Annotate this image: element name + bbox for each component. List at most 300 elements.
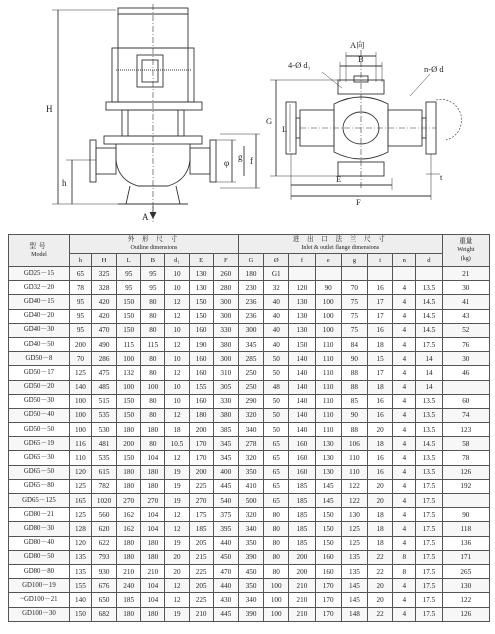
table-cell: 200 xyxy=(189,465,213,479)
table-cell: 122 xyxy=(442,593,489,607)
table-cell: 160 xyxy=(289,451,315,465)
table-cell: 14 xyxy=(416,380,442,394)
model-cell: GD65－80 xyxy=(9,479,70,493)
table-cell: 104 xyxy=(141,451,165,465)
table-body xyxy=(9,267,490,622)
table-cell: 22 xyxy=(368,550,393,564)
table-cell: 420 xyxy=(91,309,116,323)
table-cell: 650 xyxy=(91,593,116,607)
table-cell: 10 xyxy=(165,281,189,295)
table-cell xyxy=(368,267,393,281)
table-cell: 20 xyxy=(165,550,189,564)
model-cell: GD50－40 xyxy=(9,408,70,422)
table-cell: 100 xyxy=(315,323,341,337)
table-cell: 300 xyxy=(213,352,238,366)
table-cell xyxy=(315,267,341,281)
table-cell: 80 xyxy=(264,536,289,550)
table-cell: 250 xyxy=(238,366,263,380)
table-cell: 130 xyxy=(289,309,315,323)
model-cell: GD40－20 xyxy=(9,309,70,323)
table-cell: 122 xyxy=(341,494,367,508)
table-cell: 782 xyxy=(91,479,116,493)
table-cell: 4 xyxy=(393,366,416,380)
model-cell: ~GD100－21 xyxy=(9,593,70,607)
table-row xyxy=(9,366,490,380)
table-cell: 19 xyxy=(165,536,189,550)
table-cell: 236 xyxy=(238,295,263,309)
table-cell xyxy=(393,267,416,281)
table-cell: 155 xyxy=(189,380,213,394)
table-cell: 140 xyxy=(289,408,315,422)
table-cell: 185 xyxy=(189,522,213,536)
table-cell: 32 xyxy=(264,281,289,295)
table-cell: 17.5 xyxy=(416,508,442,522)
table-cell: 250 xyxy=(238,380,263,394)
table-cell: 340 xyxy=(238,593,263,607)
table-row xyxy=(9,494,490,508)
table-cell: 185 xyxy=(289,522,315,536)
table-cell: 14.5 xyxy=(416,295,442,309)
table-cell: 12 xyxy=(165,366,189,380)
table-cell: 95 xyxy=(69,295,91,309)
table-cell: 18 xyxy=(368,536,393,550)
model-cell: GD32－20 xyxy=(9,281,70,295)
table-cell: 345 xyxy=(213,437,238,451)
table-cell: 13.5 xyxy=(416,465,442,479)
table-row xyxy=(9,451,490,465)
table-cell: 4 xyxy=(393,423,416,437)
table-cell: 104 xyxy=(141,508,165,522)
table-cell: 620 xyxy=(91,522,116,536)
table-cell: 116 xyxy=(69,437,91,451)
table-cell: 286 xyxy=(91,352,116,366)
table-cell: 395 xyxy=(213,522,238,536)
table-cell: 515 xyxy=(91,394,116,408)
table-cell: 225 xyxy=(189,479,213,493)
label-4-d1: 4-Ø d₁ xyxy=(288,60,311,70)
table-cell: 12 xyxy=(165,408,189,422)
table-cell: 13.5 xyxy=(416,281,442,295)
table-cell: 10 xyxy=(165,267,189,281)
table-cell: 19 xyxy=(165,607,189,621)
table-cell: 150 xyxy=(117,451,141,465)
table-cell: 110 xyxy=(315,423,341,437)
table-cell: 17.5 xyxy=(416,550,442,564)
table-cell: 12 xyxy=(165,522,189,536)
table-cell: 120 xyxy=(69,465,91,479)
table-cell: 180 xyxy=(117,465,141,479)
table-cell: 440 xyxy=(213,536,238,550)
table-cell: 140 xyxy=(289,352,315,366)
table-cell: 205 xyxy=(189,536,213,550)
table-cell: 136 xyxy=(442,536,489,550)
table-cell: 17 xyxy=(368,309,393,323)
table-cell: 118 xyxy=(442,522,489,536)
table-cell: 150 xyxy=(117,394,141,408)
table-cell: 4 xyxy=(393,352,416,366)
table-cell: 530 xyxy=(91,423,116,437)
table-cell: 16 xyxy=(368,408,393,422)
column-header: f xyxy=(289,254,315,267)
table-cell: 140 xyxy=(289,423,315,437)
table-cell: 19 xyxy=(165,465,189,479)
table-cell: 135 xyxy=(341,550,367,564)
table-cell: 10 xyxy=(165,323,189,337)
table-cell: 4 xyxy=(393,380,416,394)
table-cell: 20 xyxy=(368,579,393,593)
table-cell: 135 xyxy=(341,564,367,578)
table-cell: 130 xyxy=(341,508,367,522)
table-row xyxy=(9,593,490,607)
column-header: g xyxy=(341,254,367,267)
table-cell: 19 xyxy=(165,494,189,508)
table-cell: 345 xyxy=(213,451,238,465)
model-cell: GD50－8 xyxy=(9,352,70,366)
table-cell: 46 xyxy=(442,366,489,380)
table-cell: 74 xyxy=(442,408,489,422)
table-cell: 17.5 xyxy=(416,607,442,621)
table-cell: 85 xyxy=(341,394,367,408)
table-cell: 40 xyxy=(264,295,289,309)
table-cell: 475 xyxy=(91,366,116,380)
table-cell: 4 xyxy=(393,437,416,451)
table-cell: 4 xyxy=(393,281,416,295)
table-cell: 328 xyxy=(91,281,116,295)
table-row xyxy=(9,408,490,422)
table-cell: 300 xyxy=(238,323,263,337)
table-cell: 180 xyxy=(117,479,141,493)
table-cell: 16 xyxy=(368,323,393,337)
table-cell: 50 xyxy=(264,352,289,366)
table-cell: 123 xyxy=(442,423,489,437)
table-cell: 58 xyxy=(442,437,489,451)
table-cell: 270 xyxy=(141,494,165,508)
model-cell: GD50－50 xyxy=(9,423,70,437)
table-cell: 130 xyxy=(289,323,315,337)
table-cell: 95 xyxy=(117,281,141,295)
table-cell: 450 xyxy=(213,550,238,564)
table-cell: 320 xyxy=(238,408,263,422)
table-cell: 110 xyxy=(341,451,367,465)
table-cell: 16 xyxy=(368,281,393,295)
table-cell: 622 xyxy=(91,536,116,550)
table-cell: 120 xyxy=(289,281,315,295)
table-cell: 110 xyxy=(315,380,341,394)
table-cell: 4 xyxy=(393,508,416,522)
column-header: Ø xyxy=(264,254,289,267)
table-cell: 180 xyxy=(141,465,165,479)
model-cell: GD100－19 xyxy=(9,579,70,593)
label-G: G xyxy=(266,116,273,126)
table-cell: 80 xyxy=(141,366,165,380)
table-cell: 125 xyxy=(341,536,367,550)
table-cell: 12 xyxy=(165,309,189,323)
table-cell: 200 xyxy=(289,564,315,578)
table-cell: 76 xyxy=(442,337,489,351)
table-cell: 4 xyxy=(393,295,416,309)
table-cell: 12 xyxy=(165,579,189,593)
table-cell: 1020 xyxy=(91,494,116,508)
table-cell: 60 xyxy=(442,394,489,408)
table-cell: 115 xyxy=(117,337,141,351)
table-cell: 110 xyxy=(315,408,341,422)
table-cell: 75 xyxy=(341,309,367,323)
column-header: d xyxy=(416,254,442,267)
table-row xyxy=(9,423,490,437)
table-cell: 10.5 xyxy=(165,437,189,451)
label-B: B xyxy=(358,54,364,64)
table-cell: 150 xyxy=(117,408,141,422)
table-cell: 185 xyxy=(289,479,315,493)
table-cell: 80 xyxy=(264,508,289,522)
table-cell: 48 xyxy=(264,380,289,394)
table-cell: 40 xyxy=(264,309,289,323)
table-cell: 80 xyxy=(264,522,289,536)
table-cell: 185 xyxy=(117,593,141,607)
table-cell: 18 xyxy=(368,508,393,522)
label-h: h xyxy=(62,178,67,188)
table-row xyxy=(9,508,490,522)
label-A: A xyxy=(142,212,149,222)
table-cell: 535 xyxy=(91,451,116,465)
table-cell: 148 xyxy=(341,607,367,621)
table-cell: 75 xyxy=(341,323,367,337)
table-cell: 14.5 xyxy=(416,309,442,323)
label-L: L xyxy=(282,124,288,134)
table-cell: 126 xyxy=(442,607,489,621)
table-row xyxy=(9,579,490,593)
table-cell: 160 xyxy=(189,323,213,337)
table-header xyxy=(9,235,490,267)
table-cell: 12 xyxy=(165,508,189,522)
table-cell: 104 xyxy=(141,522,165,536)
table-cell: 410 xyxy=(238,479,263,493)
table-cell: 225 xyxy=(189,564,213,578)
table-cell: 215 xyxy=(189,550,213,564)
table-cell: 12 xyxy=(165,337,189,351)
table-cell: 95 xyxy=(69,323,91,337)
table-cell xyxy=(289,267,315,281)
label-A-direction: A向 xyxy=(350,40,365,50)
table-cell: 400 xyxy=(213,465,238,479)
table-cell: 100 xyxy=(117,352,141,366)
table-cell: 20 xyxy=(165,564,189,578)
table-cell: 125 xyxy=(69,366,91,380)
table-cell: 80 xyxy=(141,352,165,366)
table-cell: 150 xyxy=(315,536,341,550)
table-cell: 110 xyxy=(315,352,341,366)
table-cell: 14 xyxy=(416,352,442,366)
table-cell: 4 xyxy=(393,465,416,479)
table-cell: 80 xyxy=(264,550,289,564)
table-cell: 385 xyxy=(213,423,238,437)
table-cell: 155 xyxy=(69,579,91,593)
table-cell: 18 xyxy=(368,522,393,536)
table-cell: 265 xyxy=(442,564,489,578)
table-cell: 390 xyxy=(238,607,263,621)
table-cell: 140 xyxy=(289,394,315,408)
table-cell: 145 xyxy=(341,579,367,593)
table-cell: 100 xyxy=(264,579,289,593)
table-cell: 21 xyxy=(442,267,489,281)
table-cell: 205 xyxy=(189,579,213,593)
table-cell: 200 xyxy=(117,437,141,451)
model-cell: GD80－30 xyxy=(9,522,70,536)
table-cell: 128 xyxy=(69,522,91,536)
table-cell: 110 xyxy=(69,451,91,465)
table-cell: 345 xyxy=(238,337,263,351)
table-cell: 20 xyxy=(368,494,393,508)
table-cell: 43 xyxy=(442,309,489,323)
table-cell: 100 xyxy=(69,423,91,437)
label-H: H xyxy=(46,104,53,114)
table-cell: 180 xyxy=(189,408,213,422)
table-cell: 150 xyxy=(315,508,341,522)
column-header: h xyxy=(69,254,91,267)
model-cell: GD50－30 xyxy=(9,394,70,408)
table-cell: 560 xyxy=(91,508,116,522)
table-cell: 50 xyxy=(264,366,289,380)
table-cell: 481 xyxy=(91,437,116,451)
table-cell: 4 xyxy=(393,494,416,508)
table-cell: 17 xyxy=(368,295,393,309)
table-cell: 100 xyxy=(69,394,91,408)
table-cell: 445 xyxy=(213,479,238,493)
table-row xyxy=(9,465,490,479)
table-cell: 340 xyxy=(238,522,263,536)
table-cell: 135 xyxy=(69,550,91,564)
table-cell: 20 xyxy=(368,479,393,493)
table-cell: 150 xyxy=(289,337,315,351)
table-cell: 470 xyxy=(91,323,116,337)
table-cell: 14 xyxy=(416,366,442,380)
table-cell: 18 xyxy=(368,337,393,351)
table-cell: 210 xyxy=(189,607,213,621)
table-cell: 430 xyxy=(213,593,238,607)
table-cell: 17.5 xyxy=(416,479,442,493)
table-cell: 40 xyxy=(264,337,289,351)
table-cell: 126 xyxy=(442,465,489,479)
table-cell: 20 xyxy=(368,423,393,437)
dimensions-table xyxy=(8,234,490,622)
model-cell: GD40－50 xyxy=(9,337,70,351)
label-phi: φ xyxy=(224,158,230,168)
table-cell: 130 xyxy=(189,281,213,295)
column-header: F xyxy=(213,254,238,267)
table-cell: 162 xyxy=(117,522,141,536)
table-cell: 270 xyxy=(117,494,141,508)
table-cell: 65 xyxy=(264,465,289,479)
table-cell: 80 xyxy=(141,437,165,451)
model-cell: GD65－30 xyxy=(9,451,70,465)
table-cell: 130 xyxy=(289,295,315,309)
label-g: g xyxy=(238,152,243,162)
table-cell: 65 xyxy=(264,479,289,493)
table-cell: 20 xyxy=(368,593,393,607)
right-view-labels xyxy=(266,40,444,207)
table-cell: 18 xyxy=(368,437,393,451)
table-cell: 110 xyxy=(315,394,341,408)
table-cell: 110 xyxy=(315,366,341,380)
table-cell: 65 xyxy=(264,494,289,508)
table-cell: 150 xyxy=(189,309,213,323)
model-cell: GD50－20 xyxy=(9,380,70,394)
table-cell: 330 xyxy=(213,394,238,408)
table-cell: 4 xyxy=(393,309,416,323)
table-cell: 18 xyxy=(165,423,189,437)
table-cell: 80 xyxy=(264,564,289,578)
table-cell: 70 xyxy=(69,352,91,366)
model-cell: GD80－50 xyxy=(9,550,70,564)
table-cell: 125 xyxy=(69,479,91,493)
table-cell: 14.5 xyxy=(416,323,442,337)
table-cell: 485 xyxy=(91,380,116,394)
table-cell: 140 xyxy=(289,366,315,380)
table-cell: 190 xyxy=(189,337,213,351)
table-cell: 380 xyxy=(213,408,238,422)
table-cell: 4 xyxy=(393,451,416,465)
table-cell: 160 xyxy=(315,564,341,578)
table-cell: 320 xyxy=(238,508,263,522)
table-cell: 165 xyxy=(69,494,91,508)
table-row xyxy=(9,323,490,337)
table-cell: 200 xyxy=(69,337,91,351)
table-cell: 90 xyxy=(341,352,367,366)
table-cell: 132 xyxy=(117,366,141,380)
table-cell: 4 xyxy=(393,607,416,621)
table-cell: 375 xyxy=(213,508,238,522)
table-cell: 17.5 xyxy=(416,337,442,351)
table-cell: 280 xyxy=(213,281,238,295)
table-cell: 300 xyxy=(213,295,238,309)
table-cell: 535 xyxy=(91,408,116,422)
table-row xyxy=(9,564,490,578)
table-cell: 171 xyxy=(442,550,489,564)
table-cell: 350 xyxy=(238,465,263,479)
model-cell: GD65－125 xyxy=(9,494,70,508)
model-cell: GD65－50 xyxy=(9,465,70,479)
table-cell: 12 xyxy=(165,593,189,607)
table-cell: 160 xyxy=(315,550,341,564)
table-cell: 180 xyxy=(238,267,263,281)
table-cell: 180 xyxy=(117,607,141,621)
table-cell: 185 xyxy=(289,508,315,522)
table-cell: 450 xyxy=(238,564,263,578)
table-cell: 80 xyxy=(141,394,165,408)
table-cell: 100 xyxy=(117,380,141,394)
table-row xyxy=(9,352,490,366)
table-row xyxy=(9,522,490,536)
table-cell: 350 xyxy=(238,579,263,593)
column-header: e xyxy=(315,254,341,267)
model-cell: GD100－30 xyxy=(9,607,70,621)
table-cell: 300 xyxy=(213,309,238,323)
table-cell: 65 xyxy=(264,451,289,465)
table-cell: 13.5 xyxy=(416,451,442,465)
table-row xyxy=(9,295,490,309)
table-cell: 500 xyxy=(238,494,263,508)
table-cell: 445 xyxy=(213,607,238,621)
table-cell: 88 xyxy=(341,423,367,437)
table-cell: 130 xyxy=(442,579,489,593)
table-cell: 4 xyxy=(393,408,416,422)
model-cell: GD80－80 xyxy=(9,564,70,578)
table-cell: 125 xyxy=(69,508,91,522)
table-cell: 210 xyxy=(141,564,165,578)
table-cell: 290 xyxy=(238,394,263,408)
table-cell: 17.5 xyxy=(416,564,442,578)
table-cell: 305 xyxy=(213,380,238,394)
